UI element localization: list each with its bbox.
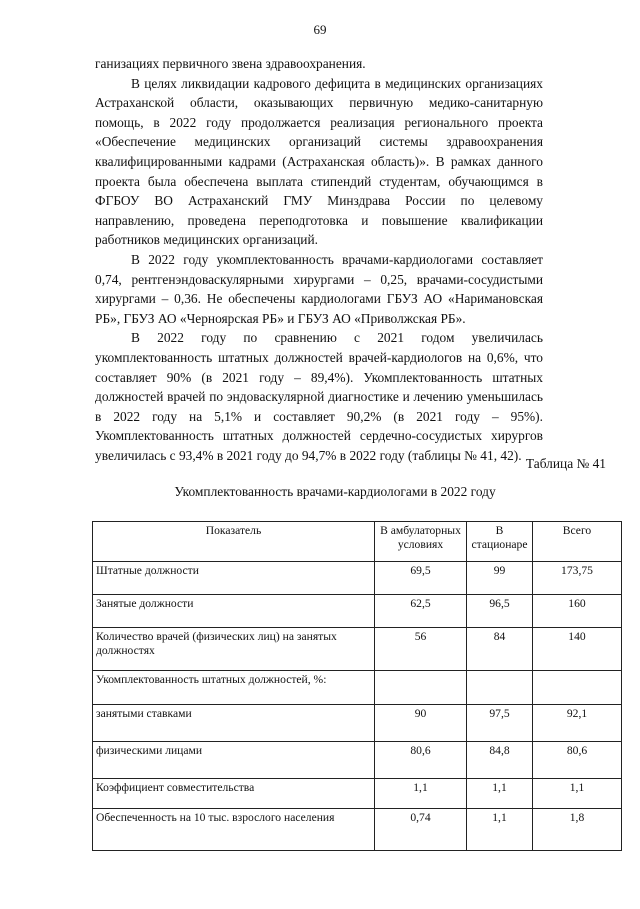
cell-inpatient: 1,1 xyxy=(467,809,533,851)
table-row xyxy=(93,809,622,851)
row-label: Укомплектованность штатных должностей, %: xyxy=(93,671,375,705)
cell-inpatient xyxy=(467,671,533,705)
paragraph-staffing-comparison: В 2022 году по сравнению с 2021 годом увеличилась укомплектованность штатных должностей врачей-кардиологов на 0,6%, что составляет 90% (в 2021 году – 89,4%). Укомплектованность штатных должностей врачей по эндоваскулярной диагностике и лечению уменьшилась в 2022 году на 5,1% и составляет 90,2% (в 2021 году – 95%). Укомплектованность штатных должностей сердечно-сосудистых хирургов увеличилась с 93,4% в 2021 году до 94,7% в 2022 году (таблицы № 41, 42). xyxy=(95,330,543,463)
cell-total: 1,1 xyxy=(533,779,622,809)
paragraph-cardiologists-staffing: В 2022 году укомплектованность врачами-кардиологами составляет 0,74, рентгенэндоваскулярными хирургами – 0,25, врачами-сосудистыми хирургами – 0,36. Не обеспечены кардиологами ГБУЗ АО «Наримановская РБ», ГБУЗ АО «Черноярская РБ» и ГБУЗ АО «Приволжская РБ». xyxy=(95,251,543,326)
header-total: Всего xyxy=(533,522,622,562)
table-row xyxy=(93,742,622,779)
cell-inpatient: 1,1 xyxy=(467,779,533,809)
cell-total: 92,1 xyxy=(533,705,622,742)
cell-outpatient: 80,6 xyxy=(375,742,467,779)
cardiologists-staffing-table xyxy=(92,521,622,851)
cell-total xyxy=(533,671,622,705)
cell-total: 80,6 xyxy=(533,742,622,779)
cell-total: 1,8 xyxy=(533,809,622,851)
row-label: Обеспеченность на 10 тыс. взрослого населения xyxy=(93,809,375,851)
paragraph-continuation: ганизациях первичного звена здравоохранения. xyxy=(95,56,366,71)
table-row xyxy=(93,705,622,742)
page-number: 69 xyxy=(313,22,327,37)
cell-total: 160 xyxy=(533,595,622,628)
header-inpatient: В стационаре xyxy=(467,522,533,562)
row-label: Штатные должности xyxy=(93,562,375,595)
cell-total: 173,75 xyxy=(533,562,622,595)
table-header-row xyxy=(93,522,622,562)
table-row xyxy=(93,562,622,595)
table-label: Таблица № 41 xyxy=(525,456,606,471)
cell-outpatient: 1,1 xyxy=(375,779,467,809)
cell-inpatient: 97,5 xyxy=(467,705,533,742)
cell-inpatient: 96,5 xyxy=(467,595,533,628)
paragraph-regional-project: В целях ликвидации кадрового дефицита в медицинских организациях Астраханской области, оказывающих первичную медико-санитарную помощь, в 2022 году продолжается реализация регионального проекта «Обеспечение медицинских организаций системы здравоохранения квалифицированными кадрами (Астраханская область)». В рамках данного проекта была обеспечена выплата стипендий студентам, обучающимся в ФГБОУ ВО Астраханский ГМУ Минздрава России по целевому направлению, проведена переподготовка и повышение квалификации работников медицинских организаций. xyxy=(95,75,543,248)
cell-total: 140 xyxy=(533,628,622,671)
cell-outpatient: 90 xyxy=(375,705,467,742)
cell-outpatient: 62,5 xyxy=(375,595,467,628)
table-row xyxy=(93,628,622,671)
cell-outpatient: 56 xyxy=(375,628,467,671)
cell-outpatient xyxy=(375,671,467,705)
cell-outpatient: 0,74 xyxy=(375,809,467,851)
cell-inpatient: 84 xyxy=(467,628,533,671)
row-label: Количество врачей (физических лиц) на занятых должностях xyxy=(93,628,375,671)
header-indicator: Показатель xyxy=(93,522,375,562)
table-title: Укомплектованность врачами-кардиологами в 2022 году xyxy=(174,484,496,499)
header-outpatient: В амбулаторных условиях xyxy=(375,522,467,562)
cell-inpatient: 84,8 xyxy=(467,742,533,779)
body-text xyxy=(95,54,543,465)
table-row xyxy=(93,779,622,809)
cell-inpatient: 99 xyxy=(467,562,533,595)
row-label: Коэффициент совместительства xyxy=(93,779,375,809)
row-label: Занятые должности xyxy=(93,595,375,628)
table-row xyxy=(93,595,622,628)
cell-outpatient: 69,5 xyxy=(375,562,467,595)
table-row xyxy=(93,671,622,705)
row-label: занятыми ставками xyxy=(93,705,375,742)
row-label: физическими лицами xyxy=(93,742,375,779)
